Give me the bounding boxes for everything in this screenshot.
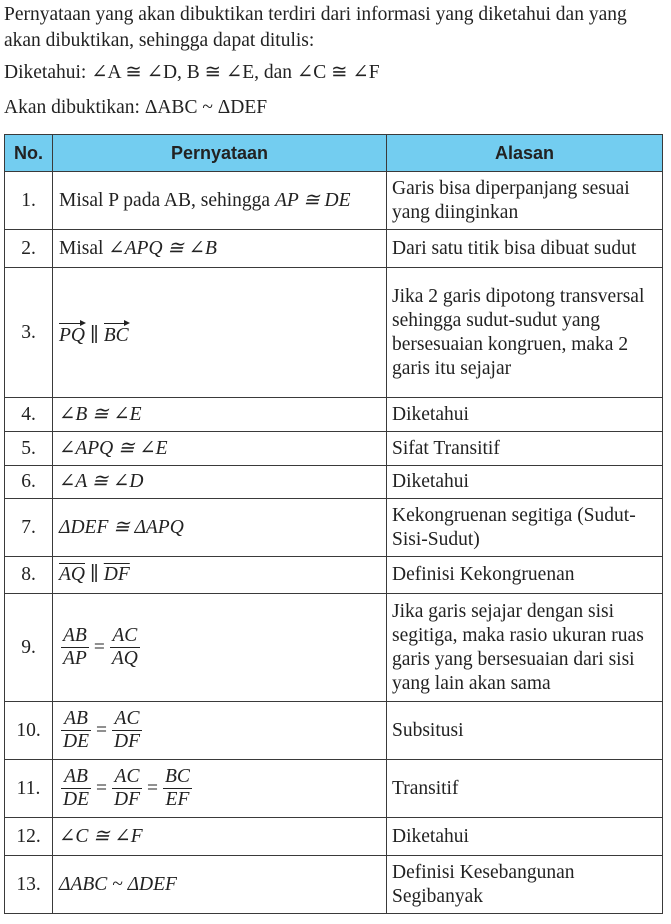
statement-cell: [53, 398, 387, 432]
numerator: AC: [112, 766, 142, 789]
reason-cell: Diketahui: [387, 466, 663, 499]
table-row: [5, 172, 663, 230]
row-number: 9.: [5, 594, 53, 702]
numerator: AC: [112, 708, 142, 731]
reason-cell: Dari satu titik bisa dibuat sudut: [387, 230, 663, 268]
fraction: [110, 625, 140, 670]
reason-cell: Diketahui: [387, 818, 663, 856]
statement-cell: [53, 268, 387, 398]
row-number: 3.: [5, 268, 53, 398]
statement-cell: [53, 499, 387, 557]
table-row: [5, 818, 663, 856]
given-statement: Diketahui: ∠A ≅ ∠D, B ≅ ∠E, dan ∠C ≅ ∠F: [4, 62, 380, 83]
reason-cell: Diketahui: [387, 398, 663, 432]
denominator: EF: [165, 789, 190, 810]
row-number: 1.: [5, 172, 53, 230]
statement-cell: [53, 856, 387, 914]
equals-sign: =: [96, 777, 107, 799]
fraction: [112, 708, 142, 753]
fraction: [61, 625, 89, 670]
numerator: AC: [110, 625, 140, 648]
equals-sign: =: [96, 719, 107, 741]
row-number: 2.: [5, 230, 53, 268]
table-row: [5, 466, 663, 499]
fraction: [163, 766, 192, 811]
table-row: [5, 856, 663, 914]
intro-paragraph: Pernyataan yang akan dibuktikan terdiri dari informasi yang diketahui dan yang akan dibuktikan, sehingga dapat ditulis:: [4, 4, 627, 51]
statement-cell: [53, 557, 387, 594]
row-number: 13.: [5, 856, 53, 914]
statement-cell: [53, 432, 387, 466]
table-header-row: [5, 135, 663, 172]
statement-math: ∠B ≅ ∠E: [59, 403, 142, 425]
numerator: AB: [61, 766, 91, 789]
table-row: [5, 499, 663, 557]
statement-cell: [53, 172, 387, 230]
statement-text: Misal: [59, 237, 109, 259]
proof-table: [4, 134, 663, 914]
reason-cell: Jika garis sejajar dengan sisi segitiga, maka rasio ukuran ruas garis yang bersesuaian dari sisi yang lain akan sama: [387, 594, 663, 702]
row-number: 4.: [5, 398, 53, 432]
numerator: AB: [61, 708, 91, 731]
table-row: [5, 557, 663, 594]
segment-df: $\overline{DF}$: [103, 564, 130, 585]
reason-cell: Sifat Transitif: [387, 432, 663, 466]
statement-math: ∠C ≅ ∠F: [59, 825, 143, 847]
header-reason: Alasan: [387, 135, 663, 172]
statement-math: ∠A ≅ ∠D: [59, 471, 144, 492]
reason-cell: Definisi Kekongruenan: [387, 557, 663, 594]
header-no: No.: [5, 135, 53, 172]
row-number: 5.: [5, 432, 53, 466]
table-row: [5, 702, 663, 760]
vector-bc: BC: [104, 318, 129, 348]
parallel-symbol: ∥: [85, 324, 104, 346]
segment-aq: $\overline{AQ}$: [59, 564, 85, 585]
statement-cell: [53, 702, 387, 760]
parallel-symbol: ∥: [85, 564, 104, 585]
denominator: AP: [63, 648, 87, 669]
to-prove-statement: Akan dibuktikan: ΔABC ~ ΔDEF: [4, 97, 268, 118]
row-number: 8.: [5, 557, 53, 594]
reason-cell: Subsitusi: [387, 702, 663, 760]
denominator: AQ: [111, 648, 138, 669]
table-row: [5, 594, 663, 702]
statement-cell: [53, 230, 387, 268]
reason-cell: Kekongruenan segitiga (Sudut-Sisi-Sudut): [387, 499, 663, 557]
statement-math: ΔDEF ≅ ΔAPQ: [59, 516, 184, 538]
statement-text: Misal P pada AB, sehingga: [59, 189, 275, 211]
statement-math: AP ≅ DE: [274, 189, 351, 211]
table-row: [5, 398, 663, 432]
statement-cell: [53, 466, 387, 499]
fraction: [61, 766, 91, 811]
row-number: 10.: [5, 702, 53, 760]
denominator: DE: [63, 731, 89, 752]
table-row: [5, 230, 663, 268]
statement-cell: [53, 594, 387, 702]
statement-math: ΔABC ~ ΔDEF: [59, 873, 177, 895]
numerator: AB: [63, 625, 87, 646]
statement-math: ∠APQ ≅ ∠B: [108, 237, 217, 259]
reason-cell: Transitif: [387, 760, 663, 818]
fraction: [112, 766, 142, 811]
numerator: BC: [165, 766, 190, 787]
statement-math: ∠APQ ≅ ∠E: [59, 437, 168, 459]
denominator: DF: [114, 789, 140, 810]
table-row: [5, 268, 663, 398]
row-number: 12.: [5, 818, 53, 856]
header-statement: Pernyataan: [53, 135, 387, 172]
proof-table-wrapper: [4, 134, 662, 914]
row-number: 11.: [5, 760, 53, 818]
fraction: [61, 708, 91, 753]
reason-cell: Definisi Kesebangunan Segibanyak: [387, 856, 663, 914]
reason-cell: Garis bisa diperpanjang sesuai yang diinginkan: [387, 172, 663, 230]
denominator: DE: [63, 789, 89, 810]
reason-cell: Jika 2 garis dipotong transversal sehingga sudut-sudut yang bersesuaian kongruen, maka 2 garis itu sejajar: [387, 268, 663, 398]
statement-cell: [53, 818, 387, 856]
denominator: DF: [114, 731, 140, 752]
row-number: 6.: [5, 466, 53, 499]
statement-cell: [53, 760, 387, 818]
table-row: [5, 432, 663, 466]
equals-sign: =: [147, 777, 158, 799]
row-number: 7.: [5, 499, 53, 557]
vector-pq: PQ: [59, 318, 85, 348]
table-row: [5, 760, 663, 818]
equals-sign: =: [93, 636, 105, 658]
